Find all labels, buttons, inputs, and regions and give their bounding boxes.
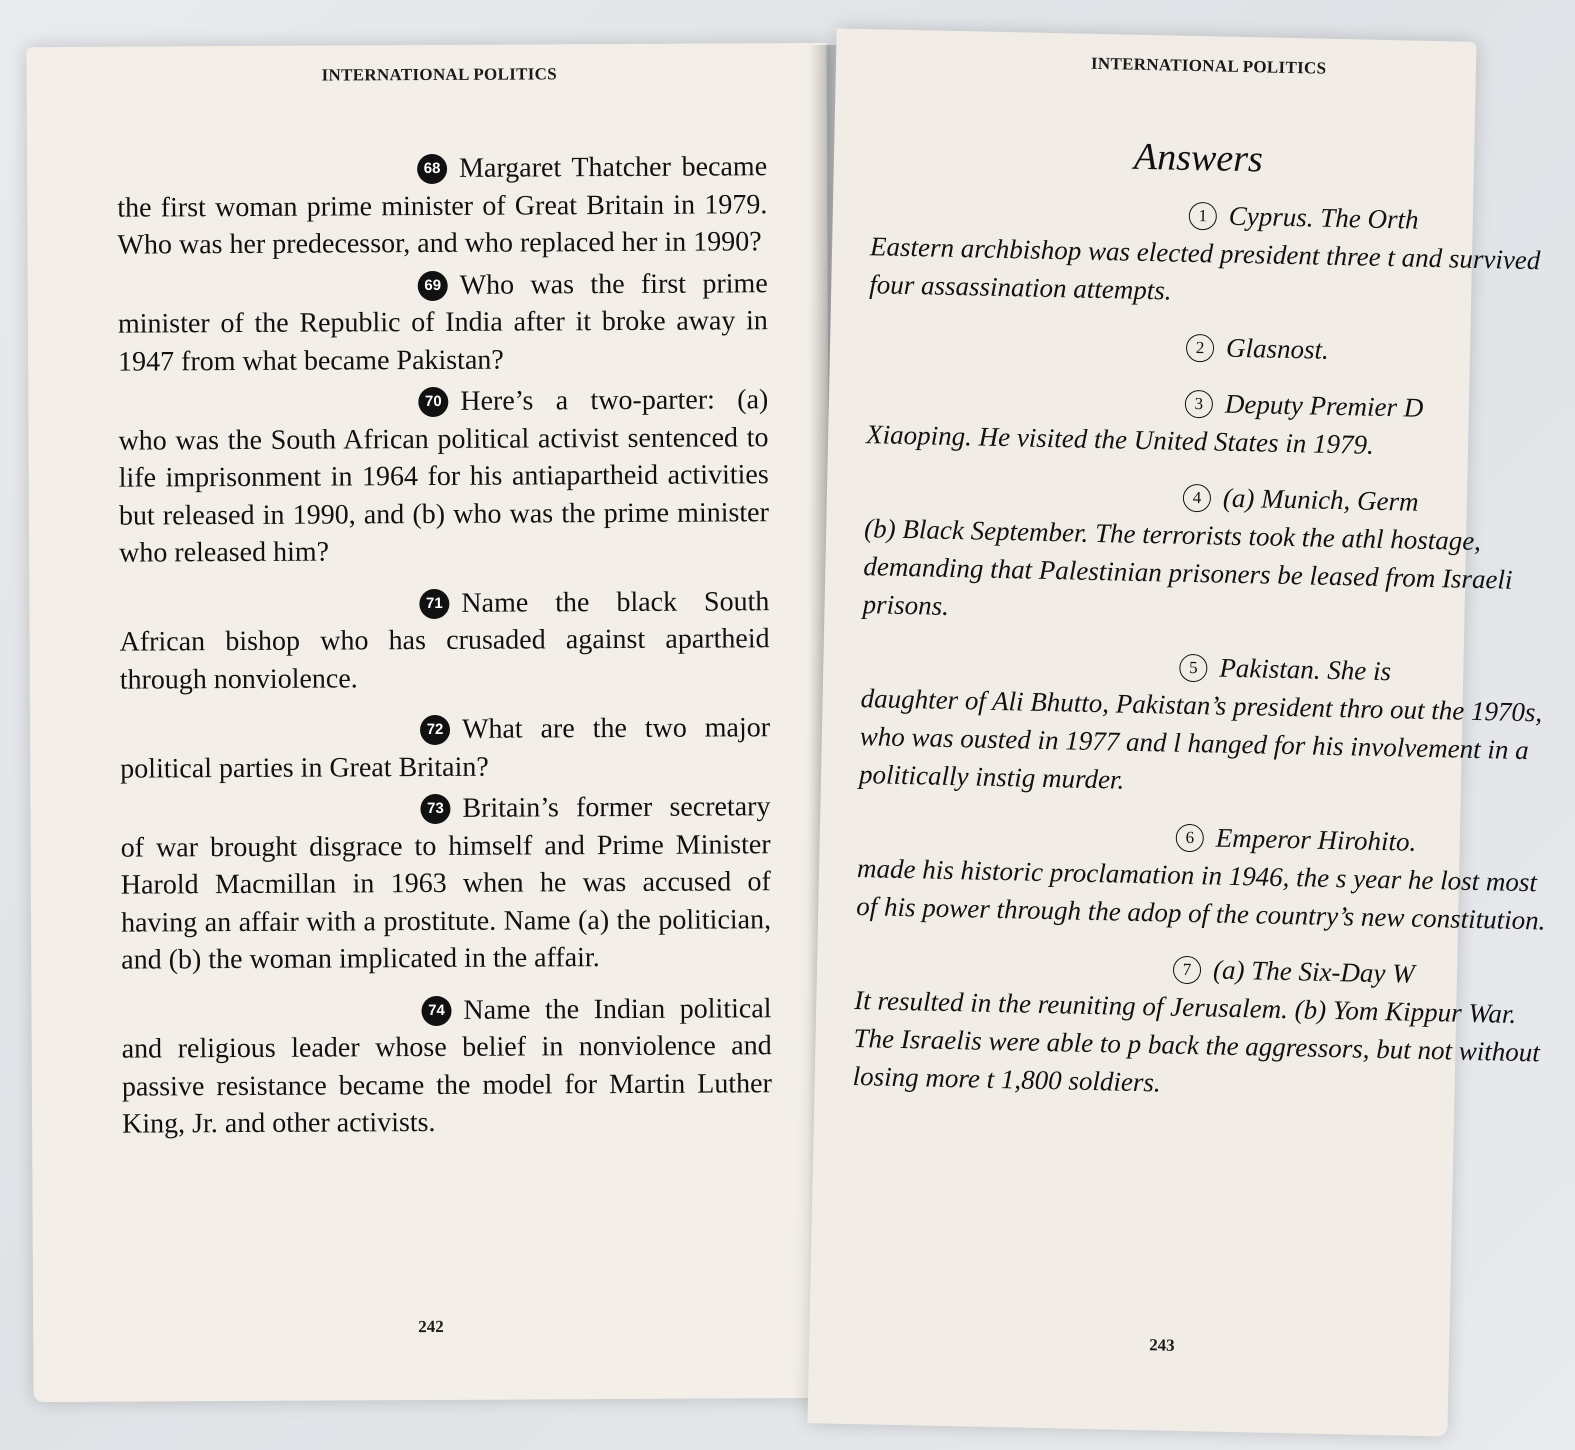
answer-5 [859,641,1562,808]
answer-6 [856,811,1558,940]
answer-1 [869,189,1571,318]
question-number-badge: 69 [418,270,448,300]
answer-2 [868,321,1569,374]
question-73 [120,788,771,979]
answer-first-line [868,321,1569,374]
question-68 [117,148,768,264]
question-text: Margaret Thatcher became the first woman prime minister of Great Britain in 1979. Who was her predecessor, and who replaced her in 1990? [117,151,768,261]
answers-heading: Answers [1133,135,1264,181]
answer-lead: (a) The Six-Day W [1212,954,1416,989]
answer-number-circle: 2 [1186,334,1215,363]
answer-lead: (a) Munich, Germ [1222,482,1419,517]
answer-lead: Emperor Hirohito. [1215,822,1417,857]
answer-body: (b) Black September. The terrorists took the athl hostage, demanding that Palestinian prisoners be leased from Israeli prisons. [862,513,1513,621]
right-page [807,28,1546,1436]
answer-number-circle: 4 [1183,484,1212,513]
answer-number-circle: 7 [1173,956,1202,985]
question-number-badge: 68 [417,154,447,184]
answer-number-circle: 6 [1176,824,1205,853]
answer-lead: Pakistan. She is [1219,652,1392,687]
answer-body: Xiaoping. He visited the United States in 1979. [865,419,1375,460]
question-text: Britain’s former secretary of war brought disgrace to himself and Prime Minister Harold Macmillan in 1963 when he was accused of having an affair with a prostitute. Name (a) the politician, and (b) the woman implicated in the affair. [120,791,772,976]
answer-body: daughter of Ali Bhutto, Pakistan’s president thro out the 1970s, who was ousted in 1977 and l hanged for his involvement in a politically instig murder. [858,683,1543,795]
answer-lead: Deputy Premier D [1224,388,1424,423]
answer-number-circle: 1 [1189,202,1218,231]
question-69 [118,265,769,381]
answer-number-circle: 3 [1185,390,1214,419]
question-number-badge: 72 [420,715,450,745]
answer-number-circle: 5 [1179,654,1208,683]
question-number-badge: 70 [418,387,448,417]
questions-list [117,148,772,1147]
running-head-left: INTERNATIONAL POLITICS [321,64,558,85]
question-72 [120,709,770,787]
answer-body: made his historic proclamation in 1946, the s year he lost most of his power through the adop of the country’s new constitution. [855,853,1546,936]
question-text: Here’s a two-parter: (a) who was the South African political activist sentenced to life imprisonment in 1964 for his antiapartheid activities but released in 1990, and (b) who was the prime minister who released him? [118,384,769,569]
answer-lead: Cyprus. The Orth [1228,200,1419,235]
question-number-badge: 74 [421,995,451,1025]
question-number-badge: 71 [419,588,449,618]
running-head-right: INTERNATIONAL POLITICS [1090,53,1327,78]
answer-body: Eastern archbishop was elected president three t and survived four assassination attempts. [869,231,1541,306]
answer-lead: Glasnost. [1225,332,1330,365]
answers-list [852,189,1571,1127]
question-text: Who was the first prime minister of the Republic of India after it broke away in 1947 from what became Pakistan? [117,267,768,378]
left-page [26,43,833,1402]
answer-7 [852,943,1555,1110]
question-74 [121,990,772,1143]
question-70 [118,381,769,572]
question-71 [119,583,770,699]
answer-body: It resulted in the reuniting of Jerusalem. (b) Yom Kippur War. The Israelis were able to p back the aggressors, but not without losing more t 1,800 soldiers. [852,985,1541,1098]
question-number-badge: 73 [420,794,450,824]
answer-4 [862,471,1565,638]
question-text: What are the two major political parties in Great Britain? [120,712,771,785]
question-text: Name the Indian political and religious leader whose belief in nonviolence and passive resistance became the model for Martin Luther King, Jr. and other activists. [121,992,772,1140]
question-text: Name the black South African bishop who has crusaded against apartheid through nonviolence. [119,585,770,696]
page-number-left: 242 [418,1316,444,1337]
answer-3 [866,377,1567,468]
page-number-right: 243 [1148,1335,1175,1355]
